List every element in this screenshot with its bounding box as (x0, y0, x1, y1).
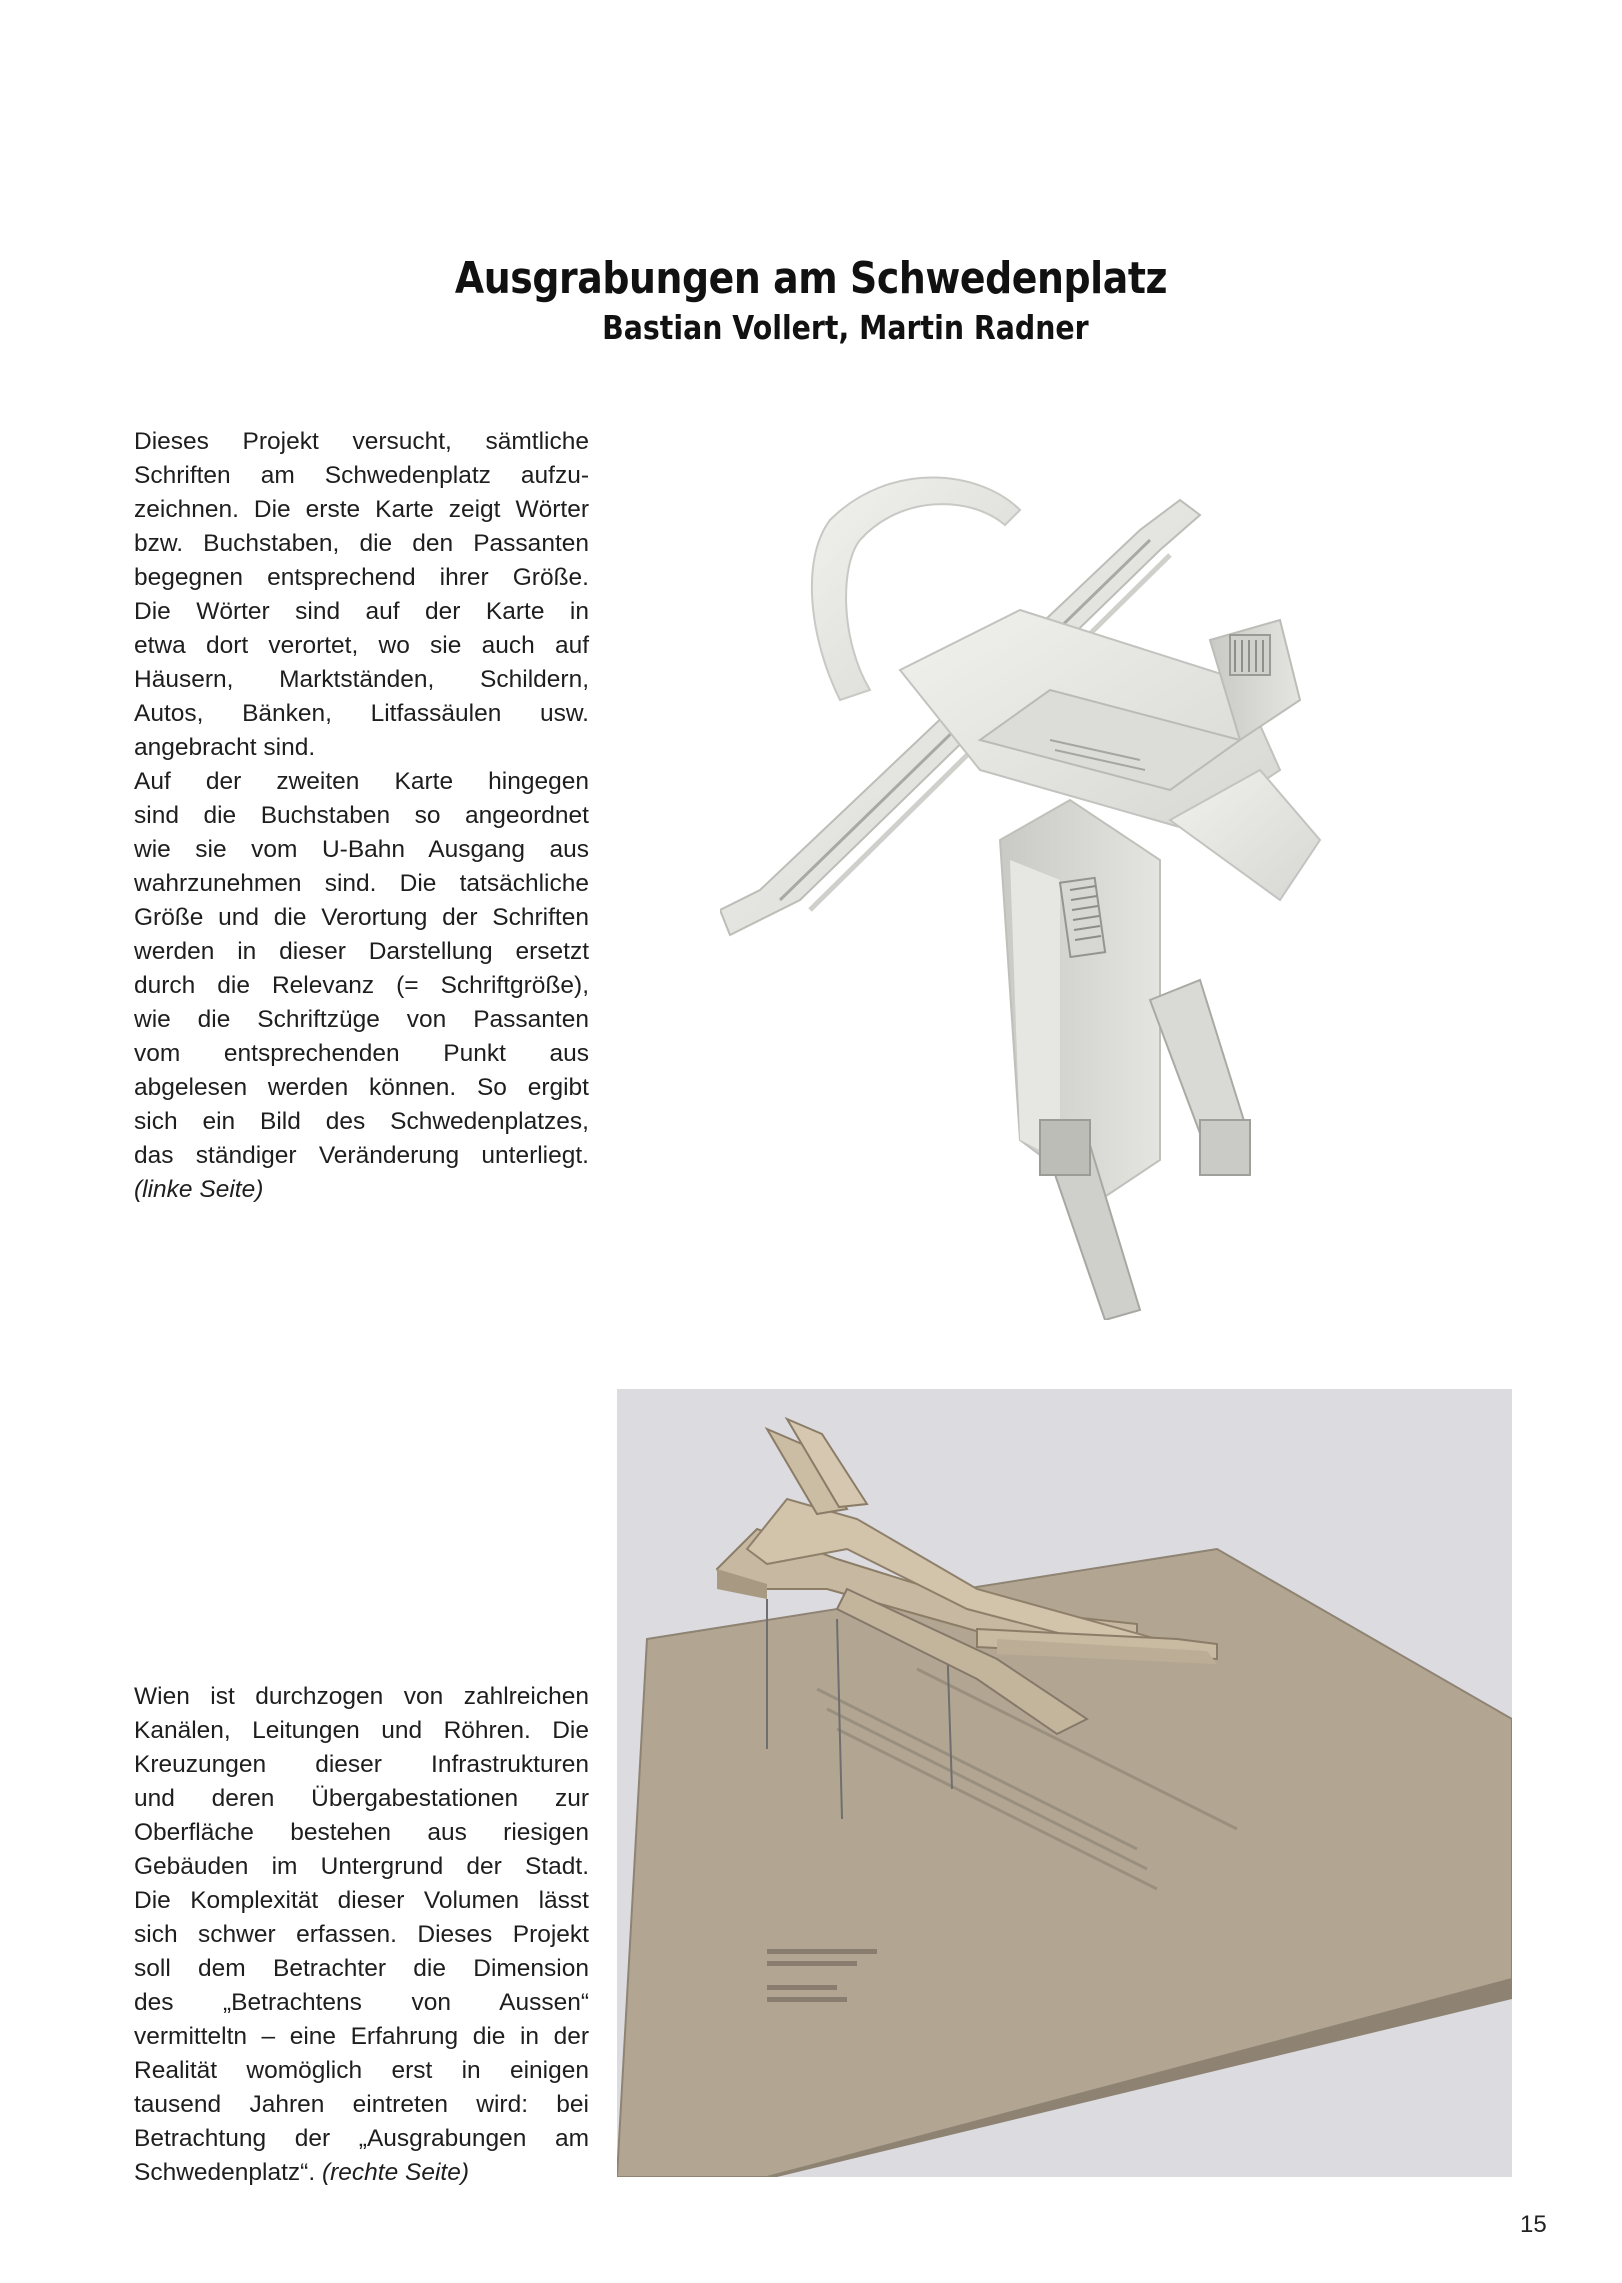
text-line: Autos, Bänken, Litfassäulen usw. (134, 700, 589, 727)
text-line: zeichnen. Die erste Karte zeigt Wörter (134, 496, 589, 523)
text-line: Dieses Projekt versucht, sämtliche (134, 428, 589, 455)
text-line: Kreuzungen dieser Infrastrukturen (134, 1751, 589, 1778)
text-line: Schriften am Schwedenplatz aufzu- (134, 462, 589, 489)
text-line: Gebäuden im Untergrund der Stadt. (134, 1853, 589, 1880)
text-line: Größe und die Verortung der Schriften (134, 904, 589, 931)
text-line: angebracht sind. (134, 734, 316, 761)
page-title: Ausgrabungen am Schwedenplatz (454, 253, 1168, 305)
text-line: Oberfläche bestehen aus riesigen (134, 1819, 589, 1846)
text-line: Betrachtung der „Ausgrabungen am (134, 2125, 589, 2152)
text-line: das ständiger Veränderung unterliegt. (134, 1142, 589, 1169)
text-line: sich schwer erfassen. Dieses Projekt (134, 1921, 589, 1948)
text-line: abgelesen werden können. So ergibt (134, 1074, 589, 1101)
text-line: wie sie vom U-Bahn Ausgang aus (134, 836, 589, 863)
text-line: Kanälen, Leitungen und Röhren. Die (134, 1717, 589, 1744)
text-line: wahrzunehmen sind. Die tatsächliche (134, 870, 589, 897)
text-line: vermitteltn – eine Erfahrung die in der (134, 2023, 589, 2050)
last-line-text: Schwedenplatz“. (134, 2159, 316, 2186)
text-line: des „Betrachtens von Aussen“ (134, 1989, 589, 2016)
caption-right-page: (rechte Seite) (321, 2159, 470, 2186)
text-line: Die Wörter sind auf der Karte in (134, 598, 589, 625)
text-line: tausend Jahren eintreten wird: bei (134, 2091, 589, 2118)
text-line: Häusern, Marktständen, Schildern, (134, 666, 589, 693)
caption-left-page: (linke Seite) (134, 1176, 264, 1203)
text-block-description (134, 1680, 589, 2190)
cardboard-model-photo (617, 1389, 1512, 2177)
text-line: vom entsprechenden Punkt aus (134, 1040, 589, 1067)
caption-line (134, 1173, 589, 1207)
text-line: Realität womöglich erst in einigen (134, 2057, 589, 2084)
text-line: etwa dort verortet, wo sie auch auf (134, 632, 589, 659)
text-line: werden in dieser Darstellung ersetzt (134, 938, 589, 965)
text-line: durch die Relevanz (= Schriftgröße), (134, 972, 589, 999)
text-line: Auf der zweiten Karte hingegen (134, 768, 589, 795)
authors: Bastian Vollert, Martin Radner (602, 308, 1089, 347)
white-model-photo (720, 440, 1500, 1320)
text-line: wie die Schriftzüge von Passanten (134, 1006, 589, 1033)
page-number: 15 (1520, 2211, 1547, 2238)
text-line: und deren Übergabestationen zur (134, 1785, 589, 1812)
text-line: Die Komplexität dieser Volumen lässt (134, 1887, 589, 1914)
text-line: sind die Buchstaben so angeordnet (134, 802, 589, 829)
text-line: sich ein Bild des Schwedenplatzes, (134, 1108, 589, 1135)
text-line: Wien ist durchzogen von zahlreichen (134, 1683, 589, 1710)
text-block-intro (134, 425, 589, 1207)
text-line: bzw. Buchstaben, die den Passanten (134, 530, 589, 557)
text-line: soll dem Betrachter die Dimension (134, 1955, 589, 1982)
text-line: begegnen entsprechend ihrer Größe. (134, 564, 589, 591)
text-line (134, 2156, 589, 2190)
